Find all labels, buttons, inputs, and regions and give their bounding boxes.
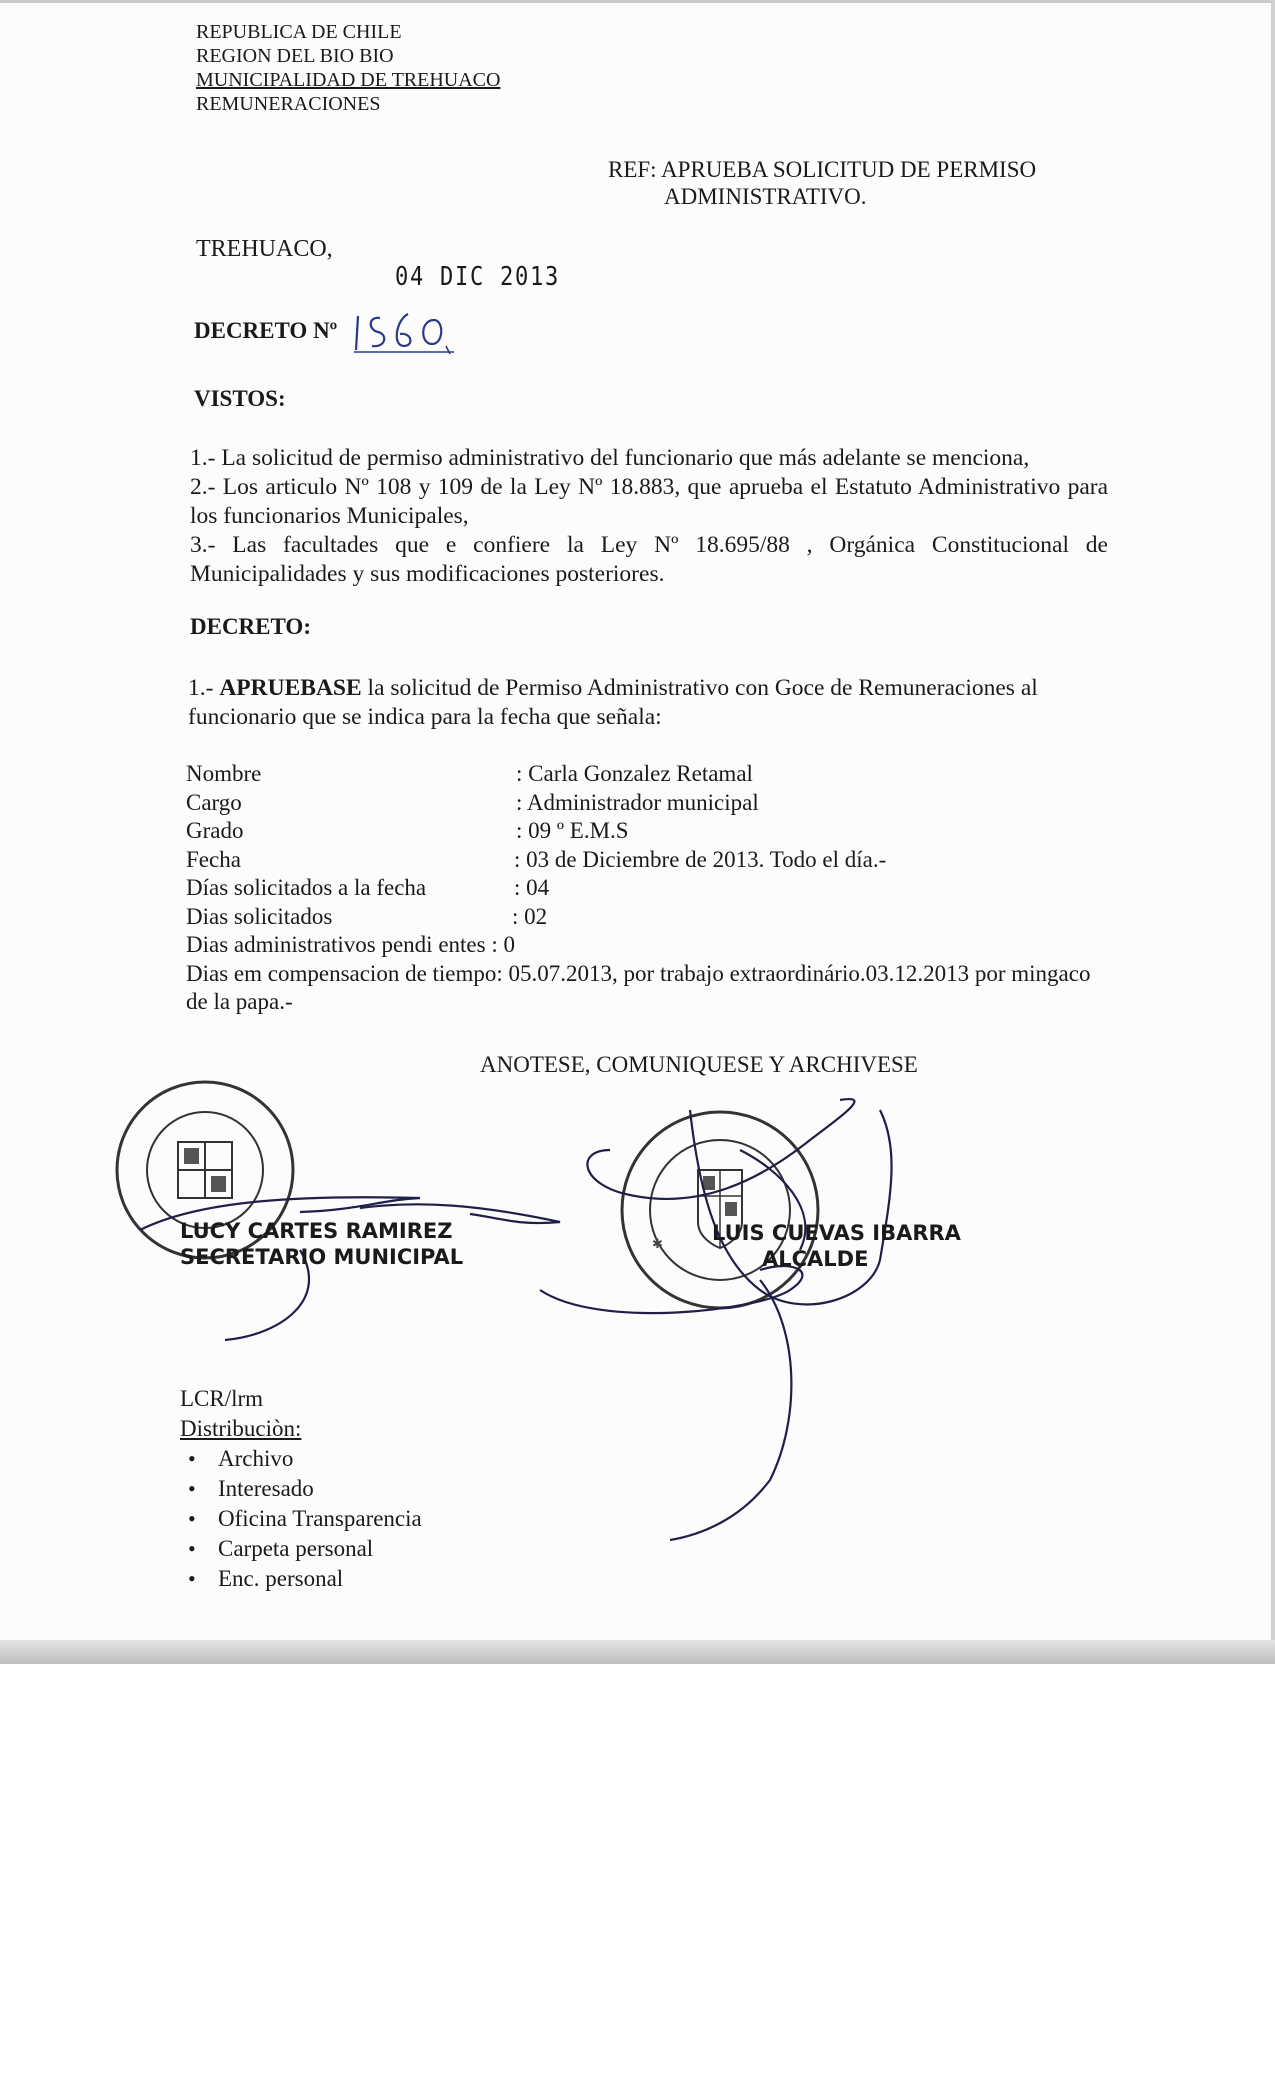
- handwritten-decree-number: [350, 306, 460, 358]
- decreto-article: [188, 674, 1106, 732]
- detail-row: [186, 789, 1106, 818]
- distribution-item: • Interesado: [180, 1474, 422, 1504]
- distribution-item: • Enc. personal: [180, 1564, 422, 1594]
- letterhead-line: MUNICIPALIDAD DE TREHUACO: [196, 69, 501, 91]
- distribution-list: [180, 1444, 422, 1594]
- letterhead-line: REGION DEL BIO BIO: [196, 45, 394, 67]
- decreto-title: DECRETO:: [190, 614, 311, 639]
- scan-edge: [1271, 0, 1275, 1664]
- decree-label: DECRETO Nº: [194, 318, 338, 343]
- detail-value: : 02: [512, 903, 548, 929]
- distribution-section: [180, 1384, 422, 1594]
- detail-value: : 09 º E.M.S: [516, 818, 629, 843]
- distribution-item: • Carpeta personal: [180, 1534, 422, 1564]
- closing-formula: ANOTESE, COMUNIQUESE Y ARCHIVESE: [480, 1052, 918, 1077]
- detail-row: [186, 760, 1106, 789]
- detail-value: : 04: [514, 875, 550, 900]
- svg-text:✱: ✱: [652, 1237, 663, 1252]
- distribution-item: • Archivo: [180, 1444, 422, 1474]
- vistos-list: [190, 444, 1108, 589]
- article-text: la solicitud de Permiso Administrativo con Goce de Remuneraciones al funcionario que se indica para la fecha que señala:: [188, 675, 1038, 730]
- detail-row: [186, 874, 1106, 903]
- vistos-item: 3.- Las facultades que e confiere la Ley Nº 18.695/88 , Orgánica Constitucional de Municipalidades y sus modificaciones posteriores.: [190, 532, 1108, 587]
- detail-label: Fecha: [186, 846, 241, 872]
- vistos-item: 1.- La solicitud de permiso administrativo del funcionario que más adelante se menciona,: [190, 445, 1030, 471]
- signer-title: ALCALDE: [762, 1247, 869, 1271]
- article-keyword: APRUEBASE: [219, 675, 362, 701]
- signer-title: SECRETARIO MUNICIPAL: [180, 1245, 464, 1269]
- initials: LCR/lrm: [180, 1386, 264, 1411]
- pending-days: Dias administrativos pendi entes : 0: [186, 932, 515, 957]
- compensation-days: Dias em compensacion de tiempo: 05.07.2013, por trabajo extraordinário.03.12.2013 por mingaco de la papa.-: [186, 960, 1091, 1014]
- reference-line: REF: APRUEBA SOLICITUD DE PERMISO: [608, 157, 1037, 182]
- employee-details: [186, 760, 1106, 1017]
- detail-value: : 03 de Diciembre de 2013. Todo el día.-: [514, 846, 887, 872]
- place: TREHUACO,: [196, 236, 333, 262]
- detail-label: Nombre: [186, 761, 262, 786]
- detail-label: Días solicitados a la fecha: [186, 875, 427, 900]
- vistos-item: 2.- Los articulo Nº 108 y 109 de la Ley Nº 18.883, que aprueba el Estatuto Administrativo para los funcionarios Municipales,: [190, 474, 1108, 529]
- detail-label: Grado: [186, 818, 244, 843]
- vistos-title: VISTOS:: [194, 386, 286, 411]
- signer-name: LUIS CUEVAS IBARRA: [712, 1221, 961, 1245]
- detail-row: [186, 817, 1106, 846]
- scan-edge: [0, 0, 1275, 3]
- reference: [608, 156, 1036, 210]
- letterhead: [196, 20, 500, 116]
- letterhead-line: REMUNERACIONES: [196, 93, 381, 115]
- signature-block-right: [712, 1220, 961, 1272]
- reference-line: ADMINISTRATIVO.: [664, 184, 867, 209]
- detail-value: : Administrador municipal: [516, 789, 759, 815]
- detail-label: Cargo: [186, 789, 242, 815]
- scan-edge: [0, 1640, 1275, 1664]
- detail-value: : Carla Gonzalez Retamal: [516, 761, 753, 786]
- signature-block-left: [180, 1218, 463, 1270]
- detail-row: [186, 846, 1106, 875]
- detail-row: [186, 903, 1106, 932]
- signer-name: LUCY CARTES RAMIREZ: [180, 1219, 453, 1243]
- letterhead-line: REPUBLICA DE CHILE: [196, 21, 402, 43]
- article-prefix: 1.-: [188, 675, 214, 701]
- distribution-title: Distribuciòn:: [180, 1416, 302, 1441]
- date-stamp: 04 DIC 2013: [395, 262, 561, 292]
- detail-label: Dias solicitados: [186, 903, 333, 929]
- distribution-item: • Oficina Transparencia: [180, 1504, 422, 1534]
